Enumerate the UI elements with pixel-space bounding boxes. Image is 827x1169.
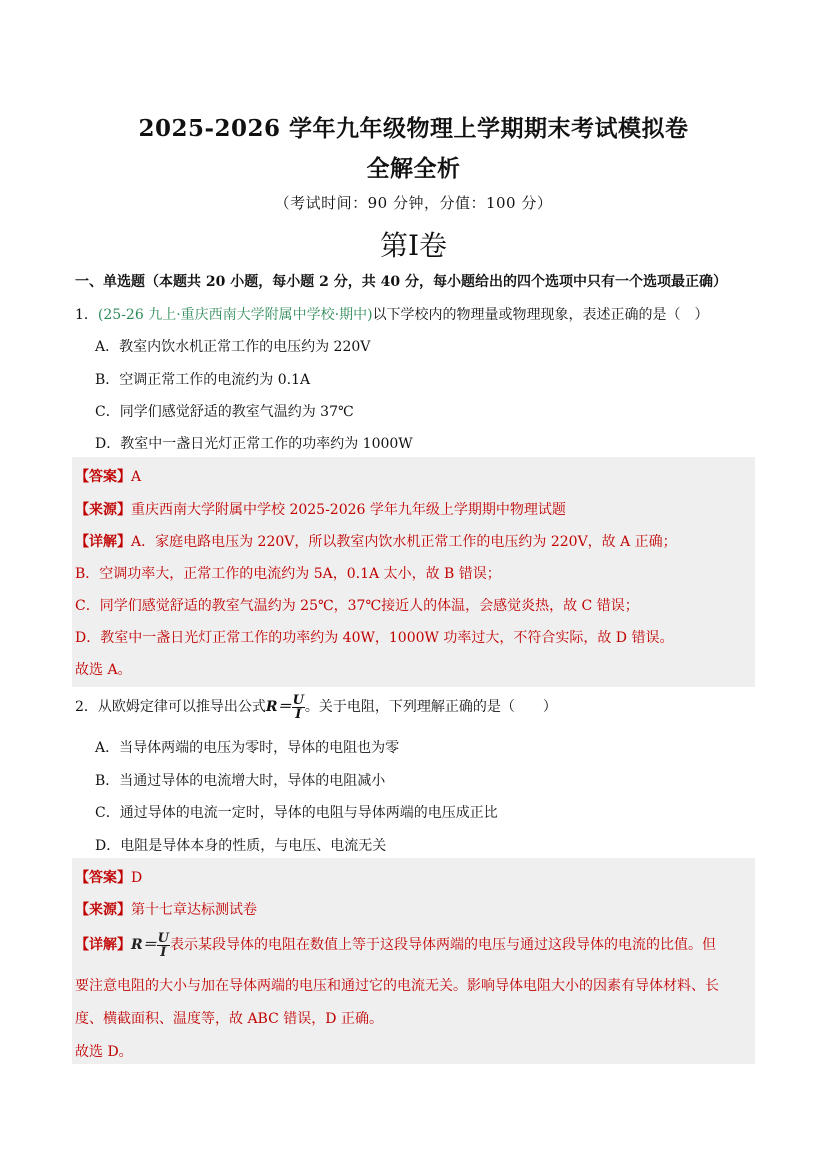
question-text: 以下学校内的物理量或物理现象，表述正确的是（ ） [372, 307, 709, 323]
detail-label: 【详解】 [75, 937, 131, 953]
q2-detail-line-1 [75, 928, 716, 962]
q1-detail-line-1 [75, 531, 677, 551]
detail-text: A．家庭电路电压为 220V，所以教室内饮水机正常工作的电压约为 220V，故 A 正确； [131, 534, 677, 550]
q2-conclusion: 故选 D。 [75, 1044, 133, 1060]
q2-detail-line-3: 度、横截面积、温度等，故 ABC 错误，D 正确。 [75, 1011, 383, 1027]
formula-denominator: I [295, 706, 302, 722]
q2-answer-block [72, 858, 755, 1064]
q1-answer-line [75, 466, 141, 486]
q2-detail-line-2: 要注意电阻的大小与加在导体两端的电压和通过它的电流无关。影响导体电阻大小的因素有导体材料、长 [75, 978, 719, 994]
detail-text: 表示某段导体的电阻在数值上等于这段导体两端的电压与通过这段导体的电流的比值。但 [169, 937, 716, 953]
answer-value: D [131, 870, 143, 886]
q1-source-line [75, 499, 566, 519]
q2-option-c: C．通过导体的电流一定时，导体的电阻与导体两端的电压成正比 [95, 805, 498, 821]
q1-option-b: B．空调正常工作的电流约为 0.1A [95, 372, 311, 388]
q1-option-c: C．同学们感觉舒适的教室气温约为 37℃ [95, 404, 354, 420]
question-text-prefix: 从欧姆定律可以推导出公式 [97, 699, 266, 715]
q2-option-a: A．当导体两端的电压为零时，导体的电阻也为零 [95, 740, 400, 756]
question-1-stem [75, 304, 709, 324]
formula-lhs: R＝ [131, 937, 157, 953]
formula-fraction [157, 932, 170, 959]
question-2-stem [75, 690, 557, 724]
source-value: 重庆西南大学附属中学校 2025-2026 学年九年级上学期期中物理试题 [131, 502, 566, 518]
question-text-suffix: 。关于电阻，下列理解正确的是（ ） [304, 699, 557, 715]
q2-option-b: B．当通过导体的电流增大时，导体的电阻减小 [95, 773, 386, 789]
formula-numerator: U [292, 692, 304, 708]
q2-option-d: D．电阻是导体本身的性质，与电压、电流无关 [95, 838, 387, 854]
q1-answer-block [72, 457, 755, 687]
detail-label: 【详解】 [75, 534, 131, 550]
q1-option-d: D．教室中一盏日光灯正常工作的功率约为 1000W [95, 436, 413, 452]
formula-denominator: I [160, 944, 167, 960]
answer-label: 【答案】 [75, 870, 131, 886]
source-value: 第十七章达标测试卷 [131, 902, 257, 918]
q1-detail-line-2: B．空调功率大，正常工作的电流约为 5A，0.1A 太小，故 B 错误； [75, 566, 501, 582]
document-subtitle: 全解全析 [366, 155, 461, 182]
source-label: 【来源】 [75, 502, 131, 518]
formula-fraction [292, 694, 305, 721]
q1-detail-line-3: C．同学们感觉舒适的教室气温约为 25℃，37℃接近人的体温，会感觉炎热，故 C 错误； [75, 598, 639, 614]
q2-source-line [75, 899, 257, 919]
question-source-tag: (25-26 九上·重庆西南大学附属中学校·期中) [97, 307, 373, 323]
q1-option-a: A．教室内饮水机正常工作的电压约为 220V [95, 339, 371, 355]
formula-numerator: U [157, 930, 169, 946]
document-title: 2025-2026 学年九年级物理上学期期末考试模拟卷 [138, 115, 689, 142]
answer-value: A [131, 469, 142, 485]
section-heading: 一、单选题（本题共 20 小题，每小题 2 分，共 40 分，每小题给出的四个选项中只有一个选项最正确） [75, 274, 727, 290]
formula-lhs: R＝ [265, 699, 292, 715]
question-number: 2． [75, 699, 98, 715]
volume-heading: 第I卷 [379, 229, 448, 262]
q1-detail-line-4: D．教室中一盏日光灯正常工作的功率约为 40W，1000W 功率过大，不符合实际，故 D 错误。 [75, 630, 674, 646]
question-number: 1． [75, 307, 98, 323]
q2-answer-line [75, 867, 142, 887]
answer-label: 【答案】 [75, 469, 131, 485]
source-label: 【来源】 [75, 902, 131, 918]
exam-info: （考试时间：90 分钟，分值：100 分） [274, 194, 553, 212]
q1-conclusion: 故选 A。 [75, 662, 132, 678]
